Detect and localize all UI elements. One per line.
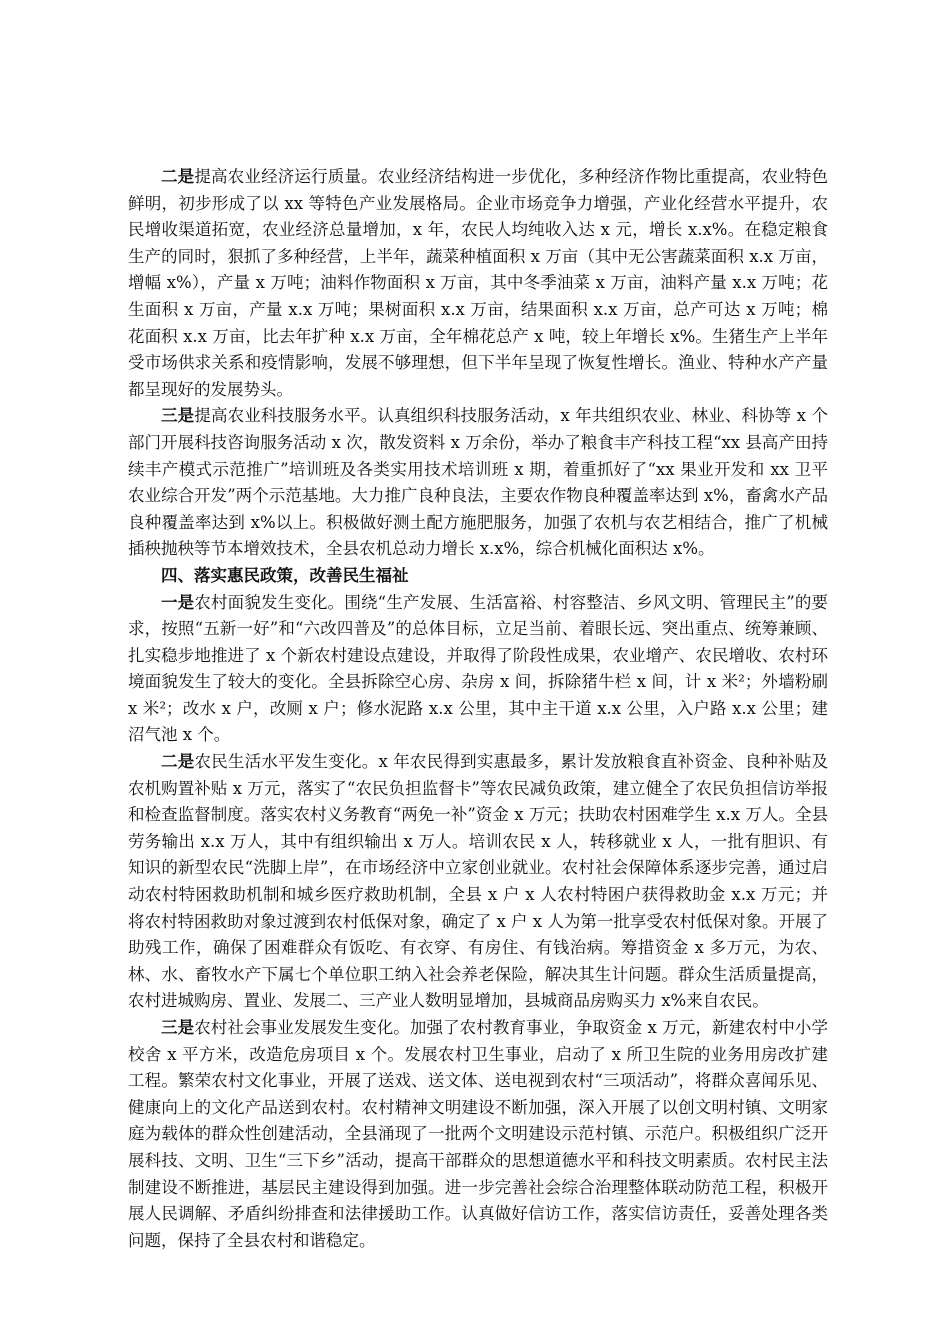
paragraph-text: 农民生活水平发生变化。x 年农民得到实惠最多，累计发放粮食直补资金、良种补贴及农机购置补贴 x 万元，落实了“农民负担监督卡”等农民减负政策，建立健全了农民负担信访举报和检查监督制度。落实农村义务教育“两免一补”资金 x 万元；扶助农村困难学生 x.x 万人。全县劳务输出 x.x 万人，其中有组织输出 x 万人。培训农民 x 人，转移就业 x 人，一批有胆识、有知识的新型农民“洗脚上岸”，在市场经济中立家创业就业。农村社会保障体系逐步完善，通过启动农村特困救助机制和城乡医疗救助机制，全县 x 户 x 人农村特困户获得救助金 x.x 万元；并将农村特困救助对象过渡到农村低保对象，确定了 x 户 x 人为第一批享受农村低保对象。开展了助残工作，确保了困难群众有饭吃、有衣穿、有房住、有钱治病。筹措资金 x 多万元，为农、林、水、畜牧水产下属七个单位职工纳入社会养老保险，解决其生计问题。群众生活质量提高，农村进城购房、置业、发展二、三产业人数明显增加，县城商品房购买力 x%来自农民。 <box>128 752 828 1011</box>
paragraph-text: 提高农业经济运行质量。农业经济结构进一步优化，多种经济作物比重提高，农业特色鲜明，初步形成了以 xx 等特色产业发展格局。企业市场竞争力增强，产业化经营水平提升，农民增收渠道拓宽，农业经济总量增加，x 年，农民人均纯收入达 x 元，增长 x.x%。在稳定粮食生产的同时，狠抓了多种经营，上半年，蔬菜种植面积 x 万亩（其中无公害蔬菜面积 x.x 万亩，增幅 x%），产量 x 万吨；油料作物面积 x 万亩，其中冬季油菜 x 万亩，油料产量 x.x 万吨；花生面积 x 万亩，产量 x.x 万吨；果树面积 x.x 万亩，结果面积 x.x 万亩，总产可达 x 万吨；棉花面积 x.x 万亩，比去年扩种 x.x 万亩，全年棉花总产 x 吨，较上年增长 x%。生猪生产上半年受市场供求关系和疫情影响，发展不够理想，但下半年呈现了恢复性增长。渔业、特种水产产量都呈现好的发展势头。 <box>128 167 829 399</box>
paragraph-social-affairs <box>128 1015 828 1254</box>
paragraph-living-standard <box>128 749 828 1015</box>
paragraph-rural-appearance <box>128 590 828 750</box>
section-heading: 四、落实惠民政策，改善民生福祉 <box>161 565 409 585</box>
paragraph-lead: 三是 <box>161 1018 195 1037</box>
paragraph-lead: 三是 <box>161 406 195 426</box>
document-body <box>128 164 828 1254</box>
paragraph-agri-tech <box>128 403 828 563</box>
paragraph-lead: 二是 <box>161 752 195 772</box>
paragraph-text: 农村社会事业发展发生变化。加强了农村教育事业，争取资金 x 万元，新建农村中小学校舍 x 平方米，改造危房项目 x 个。发展农村卫生事业，启动了 x 所卫生院的业务用房改扩建工程。繁荣农村文化事业，开展了送戏、送文体、送电视到农村“三项活动”，将群众喜闻乐见、健康向上的文化产品送到农村。农村精神文明建设不断加强，深入开展了以创文明村镇、文明家庭为载体的群众性创建活动，全县涌现了一批两个文明建设示范村镇、示范户。积极组织广泛开展科技、文明、卫生“三下乡”活动，提高干部群众的思想道德水平和科技文明素质。农村民主法制建设不断推进，基层民主建设得到加强。进一步完善社会综合治理整体联动防范工程，积极开展人民调解、矛盾纠纷排查和法律援助工作。认真做好信访工作，落实信访责任，妥善处理各类问题，保持了全县农村和谐稳定。 <box>128 1018 829 1250</box>
paragraph-agri-quality <box>128 164 828 403</box>
paragraph-text: 农村面貌发生变化。围绕“生产发展、生活富裕、村容整洁、乡风文明、管理民主”的要求，按照“五新一好”和“六改四普及”的总体目标，立足当前、着眼长远、突出重点、统筹兼顾、扎实稳步地推进了 x 个新农村建设点建设，并取得了阶段性成果，农业增产、农民增收、农村环境面貌发生了较大的变化。全县拆除空心房、杂房 x 间，拆除猪牛栏 x 间，计 x 米²；外墙粉刷 x 米²；改水 x 户，改厕 x 户；修水泥路 x.x 公里，其中主干道 x.x 公里，入户路 x.x 公里；建沼气池 x 个。 <box>128 592 829 745</box>
paragraph-lead: 二是 <box>161 167 195 186</box>
paragraph-text: 提高农业科技服务水平。认真组织科技服务活动，x 年共组织农业、林业、科协等 x 个部门开展科技咨询服务活动 x 次，散发资料 x 万余份，举办了粮食丰产科技工程“xx 县高产田持续丰产模式示范推广”培训班及各类实用技术培训班 x 期，着重抓好了“xx 果业开发和 xx 卫平农业综合开发”两个示范基地。大力推广良种良法，主要农作物良种覆盖率达到 x%，畜禽水产品良种覆盖率达到 x%以上。积极做好测土配方施肥服务，加强了农机与农艺相结合，推广了机械插秧抛秧等节本增效技术，全县农机总动力增长 x.x%，综合机械化面积达 x%。 <box>128 406 829 559</box>
paragraph-lead: 一是 <box>161 592 195 612</box>
